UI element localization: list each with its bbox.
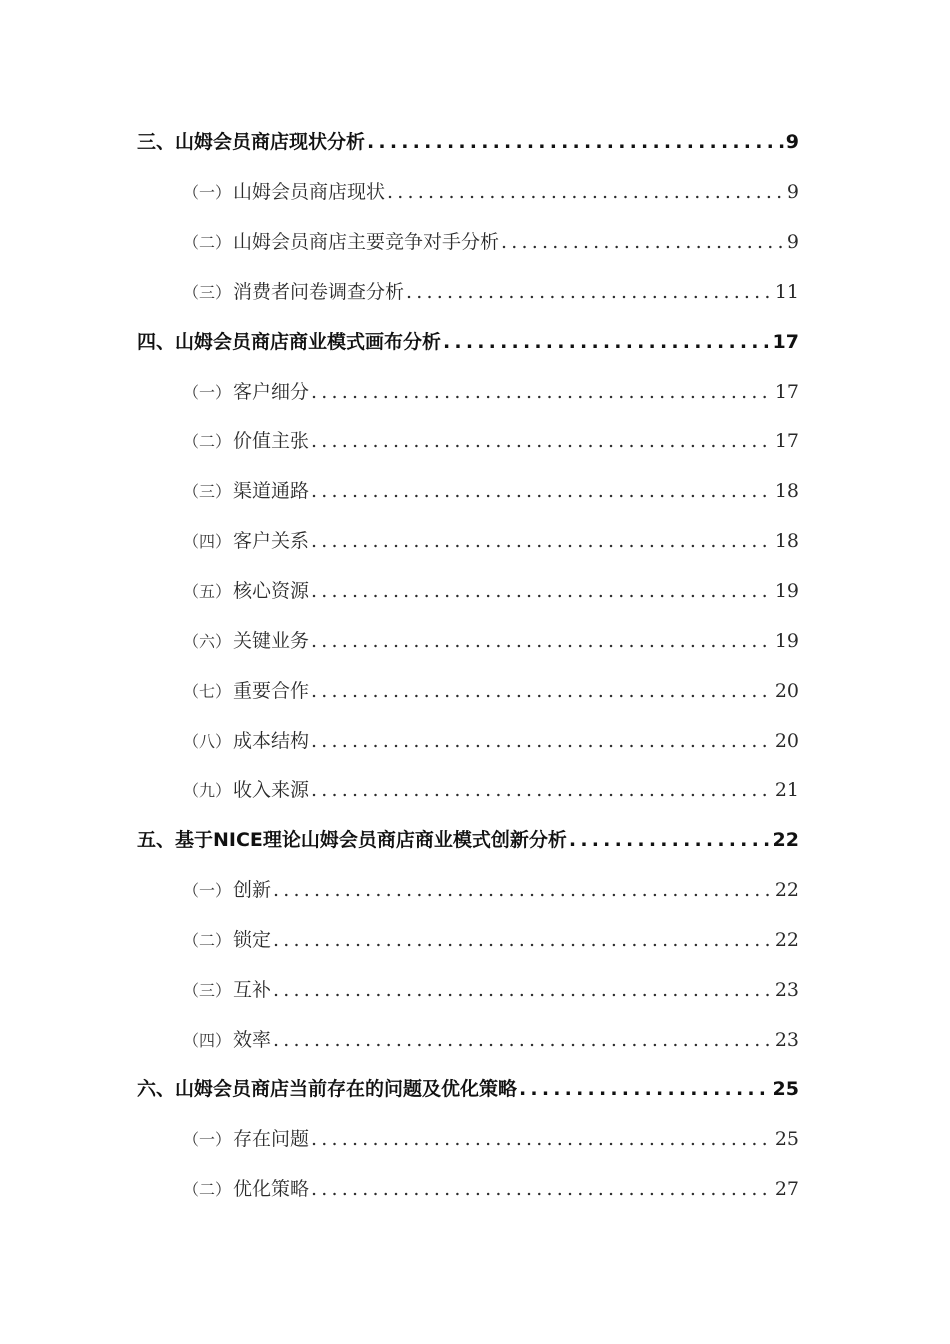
- dot-leader: [273, 879, 773, 901]
- dot-leader: [273, 929, 773, 951]
- toc-entry-title: 消费者问卷调查分析: [233, 280, 405, 303]
- dot-leader: [311, 430, 773, 452]
- toc-entry-title: 五、基于NICE理论山姆会员商店商业模式创新分析: [137, 829, 567, 852]
- dot-leader: [387, 181, 785, 203]
- toc-entry-number: （七）: [183, 681, 232, 701]
- dot-leader: [273, 979, 773, 1001]
- toc-entry-subsection[interactable]: [0, 166, 950, 216]
- toc-entry-title: 效率: [233, 1028, 272, 1051]
- toc-entry-subsection[interactable]: [0, 963, 950, 1013]
- toc-entry-section-4[interactable]: [0, 315, 950, 365]
- toc-entry-page: 17: [774, 430, 799, 453]
- dot-leader: [367, 131, 784, 153]
- toc-entry-number: （五）: [183, 582, 232, 602]
- toc-entry-subsection[interactable]: [0, 1013, 950, 1063]
- toc-entry-number: （九）: [183, 781, 232, 801]
- toc-entry-number: （八）: [183, 731, 232, 751]
- toc-entry-title: 客户关系: [233, 530, 310, 553]
- toc-entry-page: 23: [774, 1028, 799, 1051]
- toc-entry-page: 22: [772, 829, 799, 852]
- toc-entry-title: 核心资源: [233, 580, 310, 603]
- toc-entry-subsection[interactable]: [0, 1163, 950, 1213]
- dot-leader: [501, 231, 785, 253]
- toc-entry-page: 18: [774, 530, 799, 553]
- dot-leader: [443, 331, 771, 353]
- toc-entry-subsection[interactable]: [0, 415, 950, 465]
- toc-entry-subsection[interactable]: [0, 864, 950, 914]
- dot-leader: [273, 1029, 773, 1051]
- toc-entry-title: 收入来源: [233, 779, 310, 802]
- toc-entry-subsection[interactable]: [0, 714, 950, 764]
- toc-entry-page: 9: [786, 231, 799, 254]
- toc-entry-page: 9: [786, 181, 799, 204]
- toc-entry-subsection[interactable]: [0, 614, 950, 664]
- dot-leader: [311, 580, 773, 602]
- toc-entry-title: 山姆会员商店现状: [233, 181, 386, 204]
- toc-entry-page: 20: [774, 679, 799, 702]
- toc-entry-number: （三）: [183, 482, 232, 502]
- dot-leader: [569, 829, 771, 851]
- toc-entry-subsection[interactable]: [0, 266, 950, 316]
- dot-leader: [311, 680, 773, 702]
- dot-leader: [311, 1128, 773, 1150]
- toc-entry-title: 存在问题: [233, 1128, 310, 1151]
- toc-entry-title: 创新: [233, 879, 272, 902]
- toc-entry-title: 山姆会员商店主要竞争对手分析: [233, 231, 500, 254]
- dot-leader: [311, 730, 773, 752]
- toc-entry-section-3[interactable]: [0, 116, 950, 166]
- toc-entry-title: 六、山姆会员商店当前存在的问题及优化策略: [137, 1078, 518, 1101]
- toc-entry-page: 23: [774, 978, 799, 1001]
- toc-entry-title: 价值主张: [233, 430, 310, 453]
- toc-entry-title: 互补: [233, 978, 272, 1001]
- dot-leader: [311, 630, 773, 652]
- toc-entry-page: 25: [772, 1078, 799, 1101]
- toc-entry-number: （二）: [183, 432, 232, 452]
- toc-entry-page: 19: [774, 580, 799, 603]
- toc-entry-subsection[interactable]: [0, 465, 950, 515]
- toc-entry-subsection[interactable]: [0, 365, 950, 415]
- toc-entry-number: （一）: [183, 881, 232, 901]
- toc-entry-title: 重要合作: [233, 679, 310, 702]
- toc-entry-page: 17: [774, 380, 799, 403]
- dot-leader: [311, 530, 773, 552]
- dot-leader: [311, 381, 773, 403]
- toc-entry-subsection[interactable]: [0, 565, 950, 615]
- dot-leader: [406, 281, 773, 303]
- toc-entry-number: （二）: [183, 930, 232, 950]
- toc-entry-number: （四）: [183, 1030, 232, 1050]
- toc-entry-title: 关键业务: [233, 629, 310, 652]
- toc-entry-title: 优化策略: [233, 1178, 310, 1201]
- toc-entry-title: 锁定: [233, 928, 272, 951]
- toc-entry-subsection[interactable]: [0, 515, 950, 565]
- toc-entry-subsection[interactable]: [0, 914, 950, 964]
- toc-entry-title: 客户细分: [233, 380, 310, 403]
- toc-entry-number: （二）: [183, 233, 232, 253]
- toc-entry-page: 22: [774, 879, 799, 902]
- toc-entry-number: （四）: [183, 532, 232, 552]
- toc-entry-number: （二）: [183, 1180, 232, 1200]
- toc-entry-page: 20: [774, 729, 799, 752]
- toc-entry-page: 25: [774, 1128, 799, 1151]
- toc-entry-number: （三）: [183, 980, 232, 1000]
- toc-entry-page: 21: [774, 779, 799, 802]
- dot-leader: [311, 1178, 773, 1200]
- toc-entry-subsection[interactable]: [0, 764, 950, 814]
- dot-leader: [311, 779, 773, 801]
- table-of-contents: [0, 116, 950, 1213]
- toc-entry-number: （六）: [183, 631, 232, 651]
- toc-entry-title: 成本结构: [233, 729, 310, 752]
- toc-entry-page: 19: [774, 629, 799, 652]
- toc-entry-subsection[interactable]: [0, 216, 950, 266]
- dot-leader: [311, 480, 773, 502]
- toc-entry-subsection[interactable]: [0, 1113, 950, 1163]
- toc-entry-number: （一）: [183, 183, 232, 203]
- toc-entry-number: （三）: [183, 282, 232, 302]
- toc-entry-number: （一）: [183, 1130, 232, 1150]
- toc-entry-page: 18: [774, 480, 799, 503]
- toc-entry-title: 四、山姆会员商店商业模式画布分析: [137, 330, 442, 353]
- toc-entry-number: （一）: [183, 382, 232, 402]
- toc-entry-page: 17: [772, 330, 799, 353]
- toc-entry-page: 9: [785, 131, 799, 154]
- toc-entry-page: 22: [774, 928, 799, 951]
- dot-leader: [519, 1078, 771, 1100]
- toc-entry-section-5[interactable]: [0, 814, 950, 864]
- toc-entry-subsection[interactable]: [0, 664, 950, 714]
- toc-entry-page: 27: [774, 1178, 799, 1201]
- toc-entry-page: 11: [774, 280, 799, 303]
- toc-entry-title: 三、山姆会员商店现状分析: [137, 131, 366, 154]
- toc-entry-title: 渠道通路: [233, 480, 310, 503]
- toc-entry-section-6[interactable]: [0, 1063, 950, 1113]
